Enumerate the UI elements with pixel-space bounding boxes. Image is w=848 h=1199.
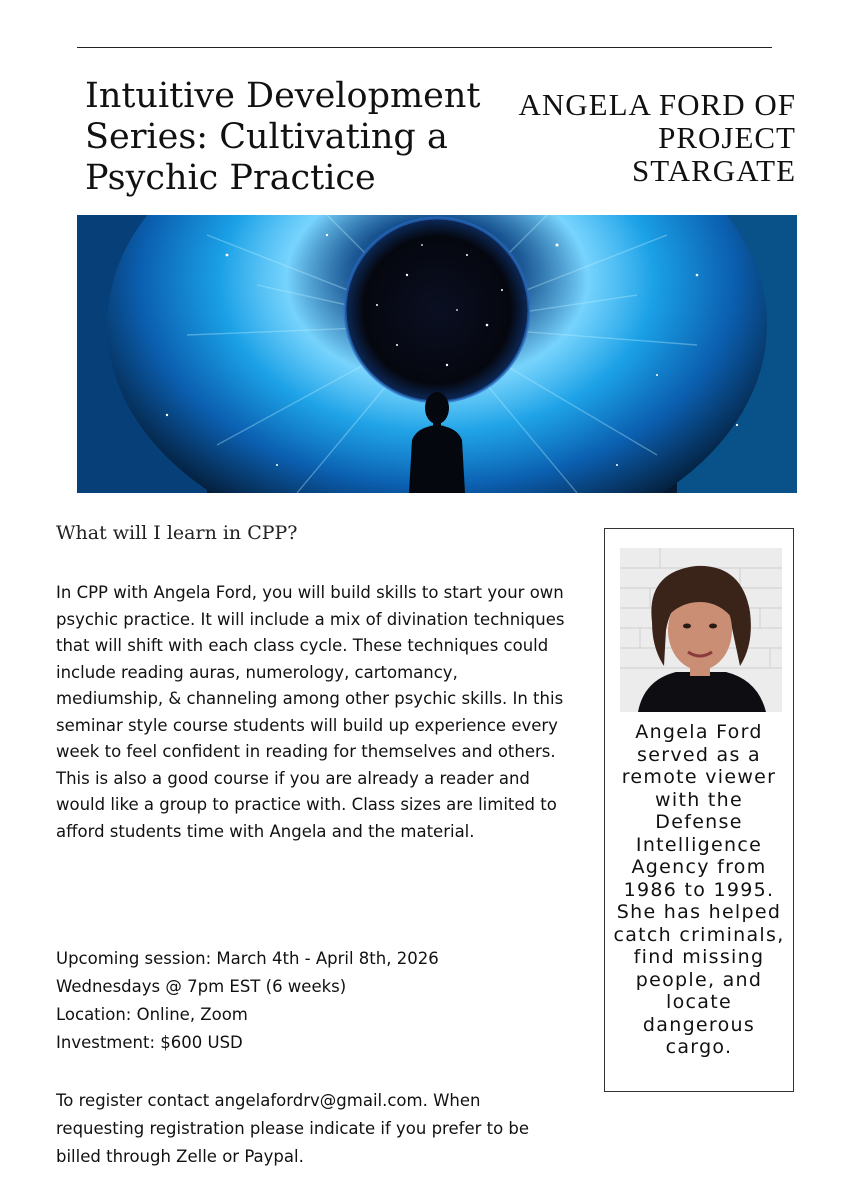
session-schedule: Wednesdays @ 7pm EST (6 weeks) — [56, 977, 347, 996]
course-description: In CPP with Angela Ford, you will build skills to start your own psychic practice. It will include a mix of divination techniques that will shift with each class cycle. These techniques could include reading auras, numerology, cartomancy, mediumship, & channeling among other psychic skills. In this seminar style course students will build up experience every week to feel confident in reading for themselves and others. This is also a good course if you are already a reader and would like a group to practice with. Class sizes are limited to afford students time with Angela and the material. — [56, 583, 565, 841]
bio-text: Angela Ford served as a remote viewer with the Defense Intelligence Agency from 1986 to 1995. She has helped catch criminals, find missing people, and locate dangerous cargo. — [613, 721, 785, 1058]
hero-image — [77, 215, 797, 493]
session-price: Investment: $600 USD — [56, 1033, 243, 1052]
top-divider — [77, 47, 772, 48]
session-details — [56, 945, 576, 1057]
portrait-photo — [620, 548, 782, 712]
bio-card — [604, 528, 794, 1092]
session-dates: Upcoming session: March 4th - April 8th, 2026 — [56, 949, 439, 968]
woman-portrait-icon — [620, 548, 782, 712]
page-title: Intuitive Development Series: Cultivating a Psychic Practice — [85, 76, 481, 198]
registration-info: To register contact angelafordrv@gmail.com. When requesting registration please indicate if you prefer to be billed through Zelle or Paypal. — [56, 1091, 530, 1166]
speaker-name: ANGELA FORD OF PROJECT STARGATE — [518, 87, 796, 188]
eye-galaxy-illustration-icon — [77, 215, 797, 493]
session-location: Location: Online, Zoom — [56, 1005, 248, 1024]
section-heading: What will I learn in CPP? — [56, 522, 298, 544]
